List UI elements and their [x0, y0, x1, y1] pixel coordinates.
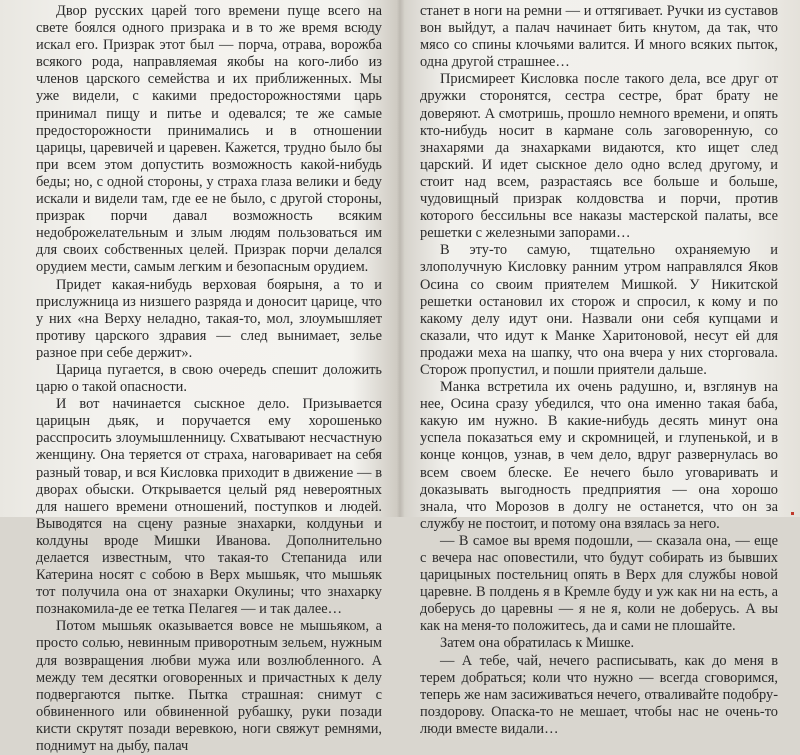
left-page-text — [36, 3, 382, 755]
left-paragraph-4: И вот начинается сыскное дело. Призывается царицын дьяк, и поручается ему хорошенько расспросить злоумышленницу. Схватывают несчастную женщину. Она теряется от страха, наговаривает на себя разный товар, и вся Кисловка приходит в движение — в дворах обыски. Открывается целый ряд невероятных для нашего времени отношений, поступков и людей. Выводятся на сцену разные знахарки, колдуньи и колдуны вроде Мишки Иванова. Дополнительно делается известным, что такая-то Степанида или Катерина носят с собою в Верх мышьяк, что мышьяк тот получила она от знахарки Окулины; что знахарку познакомила-де ее тетка Пелагея — и так далее… — [36, 396, 382, 618]
right-page-text — [420, 3, 778, 738]
left-paragraph-1: Двор русских царей того времени пуще всего на свете боялся одного призрака и в то же время всюду искал его. Призрак этот был — порча, отрава, ворожба всякого рода, направляемая якобы на кого-либо из членов царского семейства и их приближенных. Мы уже видели, с какими предосторожностями царь принимал пищу и питье и одевался; те же самые предосторожности принимались и в отношении царицы, царевичей и царевен. Кажется, трудно было бы при всем этом допустить возможность какой-нибудь беды; но, с одной стороны, у страха глаза велики и беду искали и видели там, где ее не было, с другой стороны, призрак порчи давал возможность всяким недоброжелательным и злым людям пользоваться им для своих собственных целей. Призрак порчи делался орудием мести, самым легким и безопасным орудием. — [36, 3, 382, 276]
left-paragraph-3: Царица пугается, в свою очередь спешит доложить царю о такой опасности. — [36, 361, 382, 396]
right-paragraph-1: станет в ноги на ремни — и оттягивает. Ручки из суставов вон выйдут, а палач начинает бить кнутом, да так, что мясо со спины клочьями валится. И много всяких пыток, одна другой страшнее… — [420, 3, 778, 71]
right-paragraph-5: — В самое вы время подошли, — сказала она, — еще с вечера нас оповестили, что будут собирать из бывших царицыных постельниц опять в Верх для службы новой царевне. В полдень я в Кремле буду и уж как ни на есть, а доберусь до царевны — я не я, коли не доберусь. А вы как на меня-то положитесь, да и сами не плошайте. — [420, 532, 778, 635]
corner-mark — [791, 512, 794, 515]
right-paragraph-3: В эту-то самую, тщательно охраняемую и злополучную Кисловку ранним утром направлялся Яков Осина со своим приятелем Мишкой. У Никитской решетки остановил их сторож и спросил, к кому и по какому делу идут они. Назвали они себя купцами и сказали, что идут к Манке Харитоновой, несут ей для продажи меха на шапку, что она вчера у них сторговала. Сторож пропустил, и пошли приятели дальше. — [420, 242, 778, 378]
right-page — [400, 0, 800, 737]
left-paragraph-2: Придет какая-нибудь верховая боярыня, а то и прислужница из низшего разряда и доносит царице, что у них «на Верху неладно, такая-то, мол, злоумышляет противу царского здравия — след вынимает, зелье разное при себе держит». — [36, 276, 382, 361]
left-paragraph-5: Потом мышьяк оказывается вовсе не мышьяком, а просто солью, невинным приворотным зельем, нужным для возвращения любви мужа или возлюбленного. А между тем десятки оговоренных и причастных к делу подвергаются пытке. Пытка страшная: снимут с обвиненного или обвиненной рубашку, руки позади кисти скрутят позади веревкою, ноги свяжут ремнями, поднимут на дыбу, палач — [36, 618, 382, 755]
right-paragraph-2: Присмиреет Кисловка после такого дела, все друг от дружки сторонятся, сестра сестре, брат брату не доверяют. А смотришь, прошло немного времени, и опять кто-нибудь носит в кармане соль заговоренную, со знахарями да знахарками видаются, кто ищет след царский. И идет сыскное дело одно вслед другому, и стоит над всем, разрастаясь все больше и больше, чудовищный призрак колдовства и порчи, против которого бессильны все наказы мастерской палаты, все решетки с железными запорами… — [420, 71, 778, 242]
right-paragraph-7: — А тебе, чай, нечего расписывать, как до меня в терем добраться; коли что нужно — всегда сговоримся, теперь же нам засиживаться нечего, отваливайте подобру-поздорову. Опаска-то не мешает, чтобы нас не очень-то люди вместе видали… — [420, 652, 778, 737]
right-paragraph-4: Манка встретила их очень радушно, и, взглянув на нее, Осина сразу убедился, что она именно такая баба, какую им нужно. В какие-нибудь десять минут она успела показаться ему и скромницей, и глупенькой, и в конце концов, узнав, в чем дело, вдруг развернулась во всем своем блеске. Ее нечего было уговаривать и доказывать выгодность предприятия — она хорошо знала, что Морозов в долгу не останется, что он за службу не постоит, и потому она взялась за него. — [420, 379, 778, 532]
right-paragraph-6: Затем она обратилась к Мишке. — [440, 635, 635, 652]
